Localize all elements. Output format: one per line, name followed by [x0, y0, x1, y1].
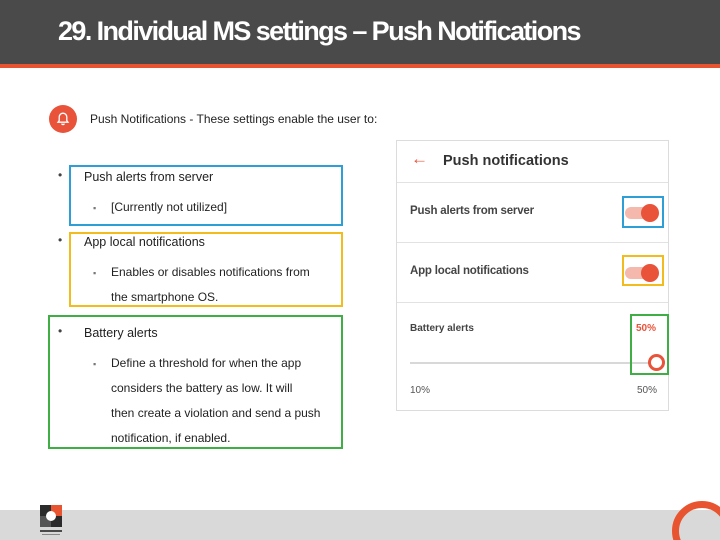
decorative-ring	[672, 501, 720, 540]
phone-header	[397, 141, 668, 183]
bullet-battery-alerts: Battery alerts	[84, 326, 158, 340]
footer-bar	[0, 510, 720, 540]
row-label: Push alerts from server	[410, 205, 534, 217]
sub-text-battery-2: considers the battery as low. It will	[111, 381, 293, 395]
bullet-app-local: App local notifications	[84, 235, 205, 249]
bullet-marker: •	[58, 324, 63, 338]
bullet-push-alerts: Push alerts from server	[84, 170, 214, 184]
highlight-box-yellow	[69, 232, 343, 307]
slider-min-label: 10%	[410, 385, 431, 396]
title-bar	[0, 0, 720, 64]
slide-title: 29. Individual MS settings – Push Notifications	[58, 16, 580, 46]
highlight-box-green	[48, 315, 343, 449]
highlight-box-green-slider	[630, 314, 669, 375]
sub-text-not-utilized: [Currently not utilized]	[111, 200, 228, 214]
sub-text-os-notifications-1: Enables or disables notifications from	[111, 265, 310, 279]
sub-text-battery-3: then create a violation and send a push	[111, 406, 321, 420]
phone-title: Push notifications	[443, 153, 569, 169]
battery-slider-track[interactable]	[410, 362, 656, 364]
battery-alerts-label: Battery alerts	[410, 323, 474, 334]
sub-bullet-marker: ▪	[93, 359, 97, 369]
sub-text-battery-4: notification, if enabled.	[111, 431, 231, 445]
highlight-box-blue-toggle	[622, 196, 664, 228]
sub-text-battery-1: Define a threshold for when the app	[111, 356, 302, 370]
back-arrow-icon[interactable]: ←	[411, 149, 428, 168]
sub-bullet-marker: ▪	[93, 203, 97, 213]
company-logo	[38, 502, 68, 538]
battery-threshold-value: 50%	[636, 323, 657, 334]
row-label: App local notifications	[410, 265, 529, 277]
sub-text-os-notifications-2: the smartphone OS.	[111, 290, 219, 304]
bullet-marker: •	[58, 233, 63, 247]
intro-text: Push Notifications - These settings enable the user to:	[90, 112, 378, 126]
slider-max-label: 50%	[637, 385, 658, 396]
highlight-box-yellow-toggle	[622, 255, 664, 286]
title-accent-line	[0, 64, 720, 68]
bell-icon	[49, 105, 77, 133]
bullet-marker: •	[58, 168, 63, 182]
highlight-box-blue	[69, 165, 343, 226]
sub-bullet-marker: ▪	[93, 268, 97, 278]
